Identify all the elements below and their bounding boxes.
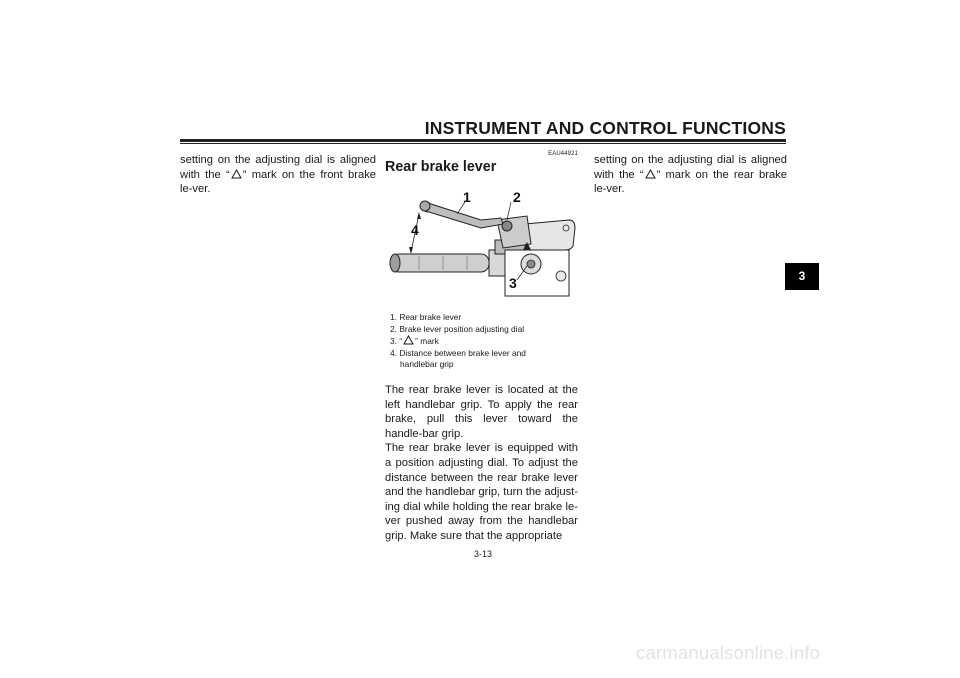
- figure-caption-list: [390, 312, 580, 371]
- triangle-mark-icon: [231, 169, 242, 179]
- watermark[interactable]: carmanualsonline.info: [636, 642, 821, 663]
- left-paragraph: setting on the adjusting dial is aligned with the “ ” mark on the front brake le-ver.: [180, 154, 377, 196]
- right-paragraph: setting on the adjusting dial is aligned with the “ ” mark on the rear brake le-ver.: [594, 154, 787, 196]
- caption-item: 4. Distance between brake lever and: [390, 347, 526, 358]
- header-rule: [180, 139, 786, 142]
- triangle-mark-icon: [403, 335, 414, 345]
- triangle-mark-icon: [645, 169, 656, 179]
- caption-item: 3. “ ” mark: [390, 336, 439, 347]
- caption-item-continuation: handlebar grip: [400, 359, 454, 370]
- caption-item: 1. Rear brake lever: [390, 312, 462, 322]
- figure-label-1: 1: [463, 189, 471, 205]
- chapter-tab[interactable]: 3: [785, 263, 819, 290]
- left-column: [180, 153, 376, 197]
- page-header-title: INSTRUMENT AND CONTROL FUNCTIONS: [424, 118, 786, 138]
- body-paragraph-1: The rear brake lever is located at the left handlebar grip. To apply the rear brake, pull this lever toward the handle-bar grip.: [385, 384, 578, 440]
- rear-brake-lever-figure: [385, 184, 578, 304]
- caption-item: 2. Brake lever position adjusting dial: [390, 323, 525, 334]
- figure-label-4: 4: [411, 222, 419, 238]
- middle-body-text: [385, 383, 578, 544]
- figure-label-2: 2: [513, 189, 521, 205]
- right-column: [594, 153, 787, 197]
- page-number: 3-13: [473, 549, 492, 559]
- header-rule-thin: [180, 143, 786, 144]
- figure-label-3: 3: [509, 275, 517, 291]
- body-paragraph-2: The rear brake lever is equipped with a position adjusting dial. To adjust the distance between the rear brake lever and the handlebar grip, turn the adjust-ing dial while holding the rear brake le-ver pushed away from the handlebar grip. Make sure that the appropriate: [385, 442, 578, 542]
- section-heading: Rear brake lever: [385, 159, 497, 175]
- section-code: EAU44921: [548, 151, 578, 157]
